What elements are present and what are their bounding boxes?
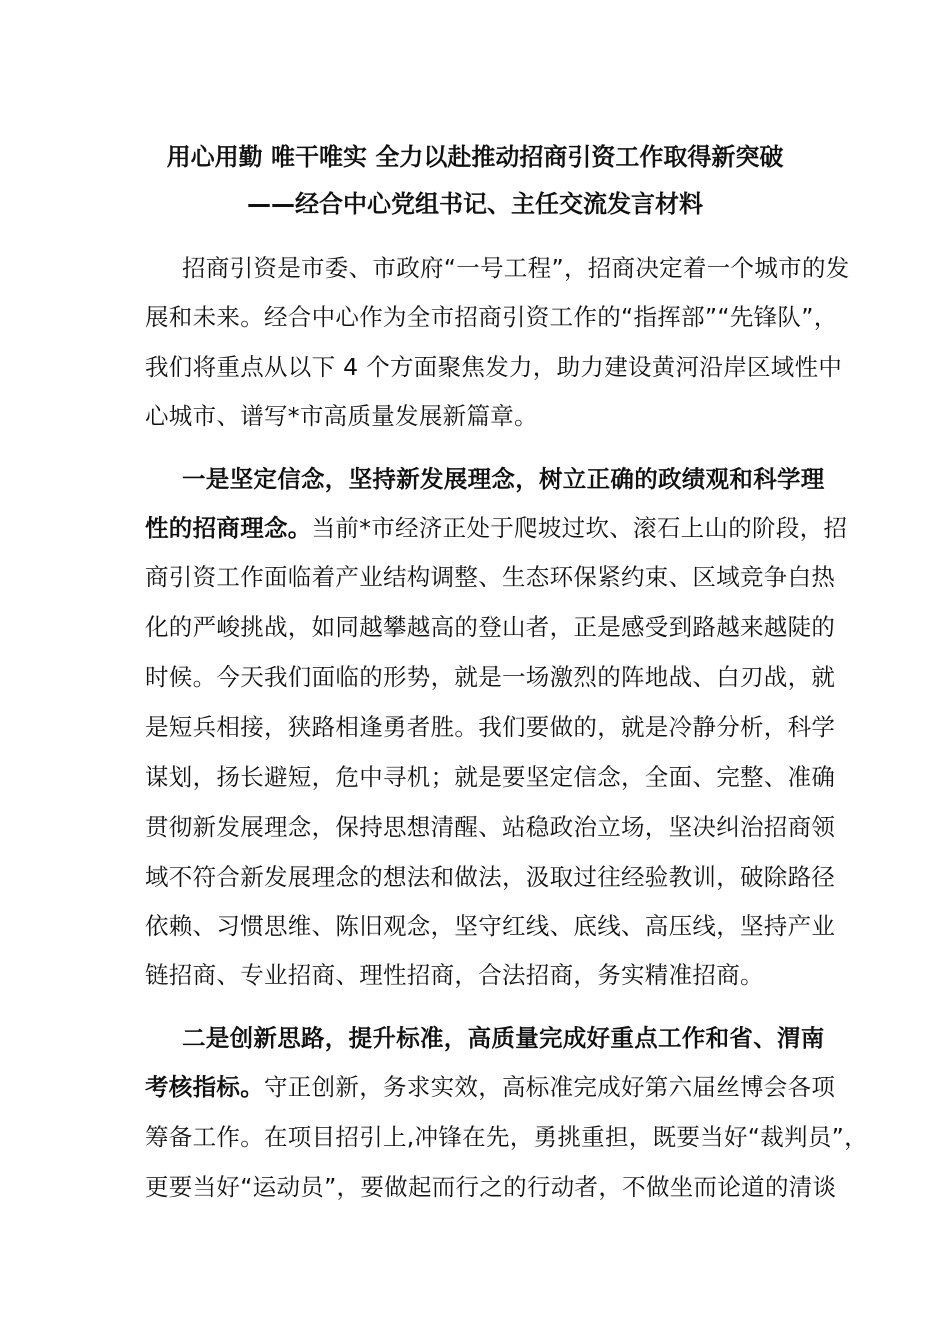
document-title: 用心用勤 唯干唯实 全力以赴推动招商引资工作取得新突破 <box>166 143 784 171</box>
text-line: 展和未来。经合中心作为全市招商引资工作的“指挥部”“先锋队”， <box>145 303 838 331</box>
text-line: 心城市、谱写*市高质量发展新篇章。 <box>145 402 538 430</box>
text-line: 我们将重点从以下 4 个方面聚焦发力，助力建设黄河沿岸区域性中 <box>145 353 843 381</box>
text-line: 是短兵相接，狭路相逢勇者胜。我们要做的，就是冷静分析，科学 <box>145 713 836 741</box>
paragraph-heading: 考核指标。 <box>145 1073 264 1101</box>
paragraph-heading: 一是坚定信念，坚持新发展理念，树立正确的政绩观和科学理 <box>182 465 825 493</box>
text-line: 域不符合新发展理念的想法和做法，汲取过往经验教训，破除路径 <box>145 863 836 891</box>
text-line: 贯彻新发展理念，保持思想清醒、站稳政治立场，坚决纠治招商领 <box>145 813 836 841</box>
text-line: 谋划，扬长避短，危中寻机；就是要坚定信念，全面、完整、准确 <box>145 763 836 791</box>
paragraph-heading: 性的招商理念。 <box>145 514 312 542</box>
text-line: 商引资工作面临着产业结构调整、生态环保紧约束、区域竞争白热 <box>145 563 836 591</box>
paragraph-heading: 二是创新思路，提升标准，高质量完成好重点工作和省、渭南 <box>182 1024 825 1052</box>
text-line: 链招商、专业招商、理性招商，合法招商，务实精准招商。 <box>145 961 764 989</box>
text-line: 依赖、习惯思维、陈旧观念，坚守红线、底线、高压线，坚持产业 <box>145 912 836 940</box>
text-line: 化的严峻挑战，如同越攀越高的登山者，正是感受到路越来越陡的 <box>145 613 836 641</box>
text-line: 更要当好“运动员”，要做起而行之的行动者，不做坐而论道的清谈 <box>145 1173 837 1201</box>
text-line: 招商引资是市委、市政府“一号工程”，招商决定着一个城市的发 <box>182 254 850 282</box>
text-line: 时候。今天我们面临的形势，就是一场激烈的阵地战、白刃战，就 <box>145 663 836 691</box>
document-subtitle: ——经合中心党组书记、主任交流发言材料 <box>247 190 703 218</box>
text-line: 当前*市经济正处于爬坡过坎、滚石上山的阶段，招 <box>311 514 848 542</box>
text-line: 筹备工作。在项目招引上,冲锋在先，勇挑重担，既要当好“裁判员”， <box>145 1123 868 1151</box>
text-line: 守正创新，务求实效，高标准完成好第六届丝博会各项 <box>264 1073 836 1101</box>
